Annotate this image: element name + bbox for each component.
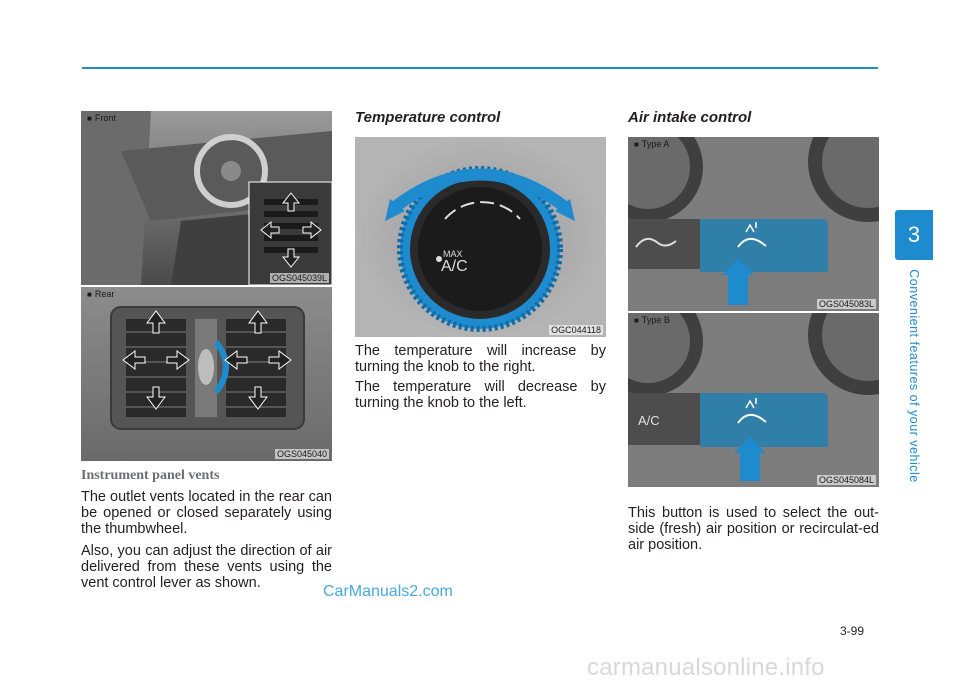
- figure-rear-label: ■ Rear: [87, 289, 114, 299]
- col1-paragraph-1: The outlet vents located in the rear can be opened or closed separately using the thumbwheel.: [81, 489, 332, 537]
- chapter-title: Convenient features of your vehicle: [907, 269, 921, 483]
- figure-type-b-label: ■ Type B: [634, 315, 670, 325]
- watermark-link[interactable]: CarManuals2.com: [323, 583, 453, 600]
- page-number: 3-99: [840, 624, 865, 638]
- figure-air-intake-type-a: [628, 137, 879, 311]
- heading-temperature-control: Temperature control: [355, 109, 501, 126]
- knob-max-label: MAX: [443, 249, 463, 259]
- figure-rear-vents: [81, 287, 332, 461]
- col1-paragraph-2: Also, you can adjust the direction of air delivered from these vents using the vent control lever as shown.: [81, 543, 332, 591]
- figure-type-a-code: OGS045083L: [818, 299, 874, 309]
- col2-paragraph-2: The temperature will decrease by turning the knob to the left.: [355, 379, 606, 411]
- rear-vents-illustration: [81, 287, 332, 461]
- figure-type-b-code: OGS045084L: [818, 475, 874, 485]
- chapter-number: 3: [907, 222, 921, 247]
- type-b-illustration: [628, 313, 879, 487]
- figure-temperature-code: OGC044118: [551, 325, 601, 335]
- heading-instrument-panel-vents: Instrument panel vents: [81, 468, 220, 483]
- figure-rear-code: OGS045040: [276, 449, 327, 459]
- figure-front-code: OGS045039L: [271, 273, 327, 283]
- col3-paragraph-1: This button is used to select the out-side (fresh) air position or recirculat-ed air position.: [628, 505, 879, 553]
- temperature-knob-illustration: [355, 137, 606, 337]
- figure-type-a-label: ■ Type A: [634, 139, 669, 149]
- knob-ac-label: A/C: [441, 258, 468, 275]
- footer-watermark: carmanualsonline.info: [587, 654, 825, 681]
- type-a-illustration: [628, 137, 879, 311]
- front-vents-illustration: [81, 111, 332, 285]
- figure-temperature-knob: [355, 137, 606, 337]
- type-b-ac-label: A/C: [638, 413, 660, 428]
- chapter-tab: [895, 210, 933, 260]
- figure-front-label: ■ Front: [87, 113, 116, 123]
- figure-air-intake-type-b: [628, 313, 879, 487]
- top-rule: [82, 67, 878, 69]
- heading-air-intake-control: Air intake control: [628, 109, 752, 126]
- figure-front-vents: [81, 111, 332, 285]
- col2-paragraph-1: The temperature will increase by turning the knob to the right.: [355, 343, 606, 375]
